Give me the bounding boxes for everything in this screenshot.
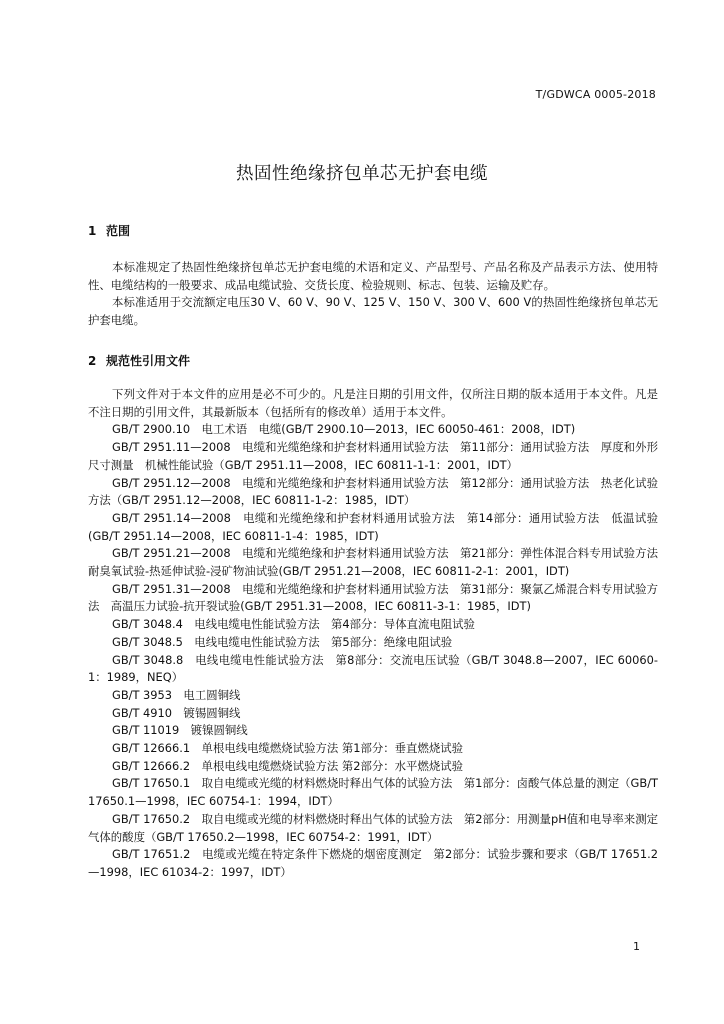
- reference-item: GB/T 2951.21—2008 电缆和光缆绝缘和护套材料通用试验方法 第21部分：弹性体混合料专用试验方法 耐臭氧试验-热延伸试验-浸矿物油试验(GB/T 2951.21—2008，IEC 60811-2-1：2001，IDT): [88, 546, 670, 579]
- reference-item: GB/T 12666.2 单根电线电缆燃烧试验方法 第2部分：水平燃烧试验: [112, 758, 464, 773]
- section-title: 范围: [106, 224, 131, 238]
- scope-paragraph: 本标准规定了热固性绝缘挤包单芯无护套电缆的术语和定义、产品型号、产品名称及产品表示方法、使用特性、电缆结构的一般要求、成品电缆试验、交货长度、检验规则、标志、包装、运输及贮存。: [88, 260, 658, 292]
- reference-item: GB/T 17650.2 取自电缆或光缆的材料燃烧时释出气体的试验方法 第2部分：用测量pH值和电导率来测定气体的酸度（GB/T 17650.2—1998，IEC 60754-2：1991，IDT）: [88, 811, 658, 844]
- document-title: 热固性绝缘挤包单芯无护套电缆: [236, 164, 488, 184]
- reference-list: [88, 421, 670, 881]
- reference-item: GB/T 2951.12—2008 电缆和光缆绝缘和护套材料通用试验方法 第12部分：通用试验方法 热老化试验方法（GB/T 2951.12—2008，IEC 60811-1-2：1985，IDT）: [88, 475, 658, 508]
- references-intro: 下列文件对于本文件的应用是必不可少的。凡是注日期的引用文件，仅所注日期的版本适用于本文件。凡是不注日期的引用文件，其最新版本（包括所有的修改单）适用于本文件。: [88, 387, 658, 419]
- reference-item: GB/T 17650.1 取自电缆或光缆的材料燃烧时释出气体的试验方法 第1部分：卤酸气体总量的测定（GB/T 17650.1—1998，IEC 60754-1：1994，IDT）: [88, 776, 658, 809]
- reference-item: GB/T 2951.14—2008 电缆和光缆绝缘和护套材料通用试验方法 第14部分：通用试验方法 低温试验(GB/T 2951.14—2008，IEC 60811-1-4：1985，IDT): [88, 510, 658, 543]
- reference-item: GB/T 17651.2 电缆或光缆在特定条件下燃烧的烟密度测定 第2部分：试验步骤和要求（GB/T 17651.2—1998，IEC 61034-2：1997，IDT）: [88, 847, 658, 879]
- reference-item: GB/T 3048.4 电线电缆电性能试验方法 第4部分：导体直流电阻试验: [112, 617, 475, 632]
- reference-item: GB/T 3048.8 电线电缆电性能试验方法 第8部分：交流电压试验（GB/T 3048.8—2007，IEC 60060-1：1989，NEQ）: [88, 652, 658, 685]
- section-number: 1: [88, 224, 97, 238]
- reference-item: GB/T 2900.10 电工术语 电缆(GB/T 2900.10—2013，IEC 60050-461：2008，IDT): [112, 422, 576, 437]
- section-1-body: [88, 259, 658, 330]
- reference-item: GB/T 12666.1 单根电线电缆燃烧试验方法 第1部分：垂直燃烧试验: [112, 741, 464, 756]
- page-number: 1: [633, 940, 640, 953]
- section-2-body: [88, 386, 670, 882]
- reference-item: GB/T 2951.11—2008 电缆和光缆绝缘和护套材料通用试验方法 第11部分：通用试验方法 厚度和外形尺寸测量 机械性能试验（GB/T 2951.11—2008，IEC 60811-1-1：2001，IDT）: [88, 440, 658, 472]
- section-2-heading: [88, 352, 190, 369]
- reference-item: GB/T 2951.31—2008 电缆和光缆绝缘和护套材料通用试验方法 第31部分：聚氯乙烯混合料专用试验方法 高温压力试验-抗开裂试验(GB/T 2951.31—2008，IEC 60811-3-1：1985，IDT): [88, 581, 658, 614]
- reference-item: GB/T 11019 镀镍圆铜线: [112, 723, 248, 738]
- document-code: T/GDWCA 0005-2018: [535, 88, 656, 101]
- reference-item: GB/T 3048.5 电线电缆电性能试验方法 第5部分：绝缘电阻试验: [112, 634, 453, 649]
- scope-paragraph: 本标准适用于交流额定电压30 V、60 V、90 V、125 V、150 V、300 V、600 V的热固性绝缘挤包单芯无护套电缆。: [88, 295, 658, 328]
- reference-item: GB/T 4910 镀锡圆铜线: [112, 705, 241, 720]
- section-1-heading: [88, 222, 130, 239]
- reference-item: GB/T 3953 电工圆铜线: [112, 687, 241, 702]
- section-title: 规范性引用文件: [106, 354, 191, 368]
- section-number: 2: [88, 354, 97, 368]
